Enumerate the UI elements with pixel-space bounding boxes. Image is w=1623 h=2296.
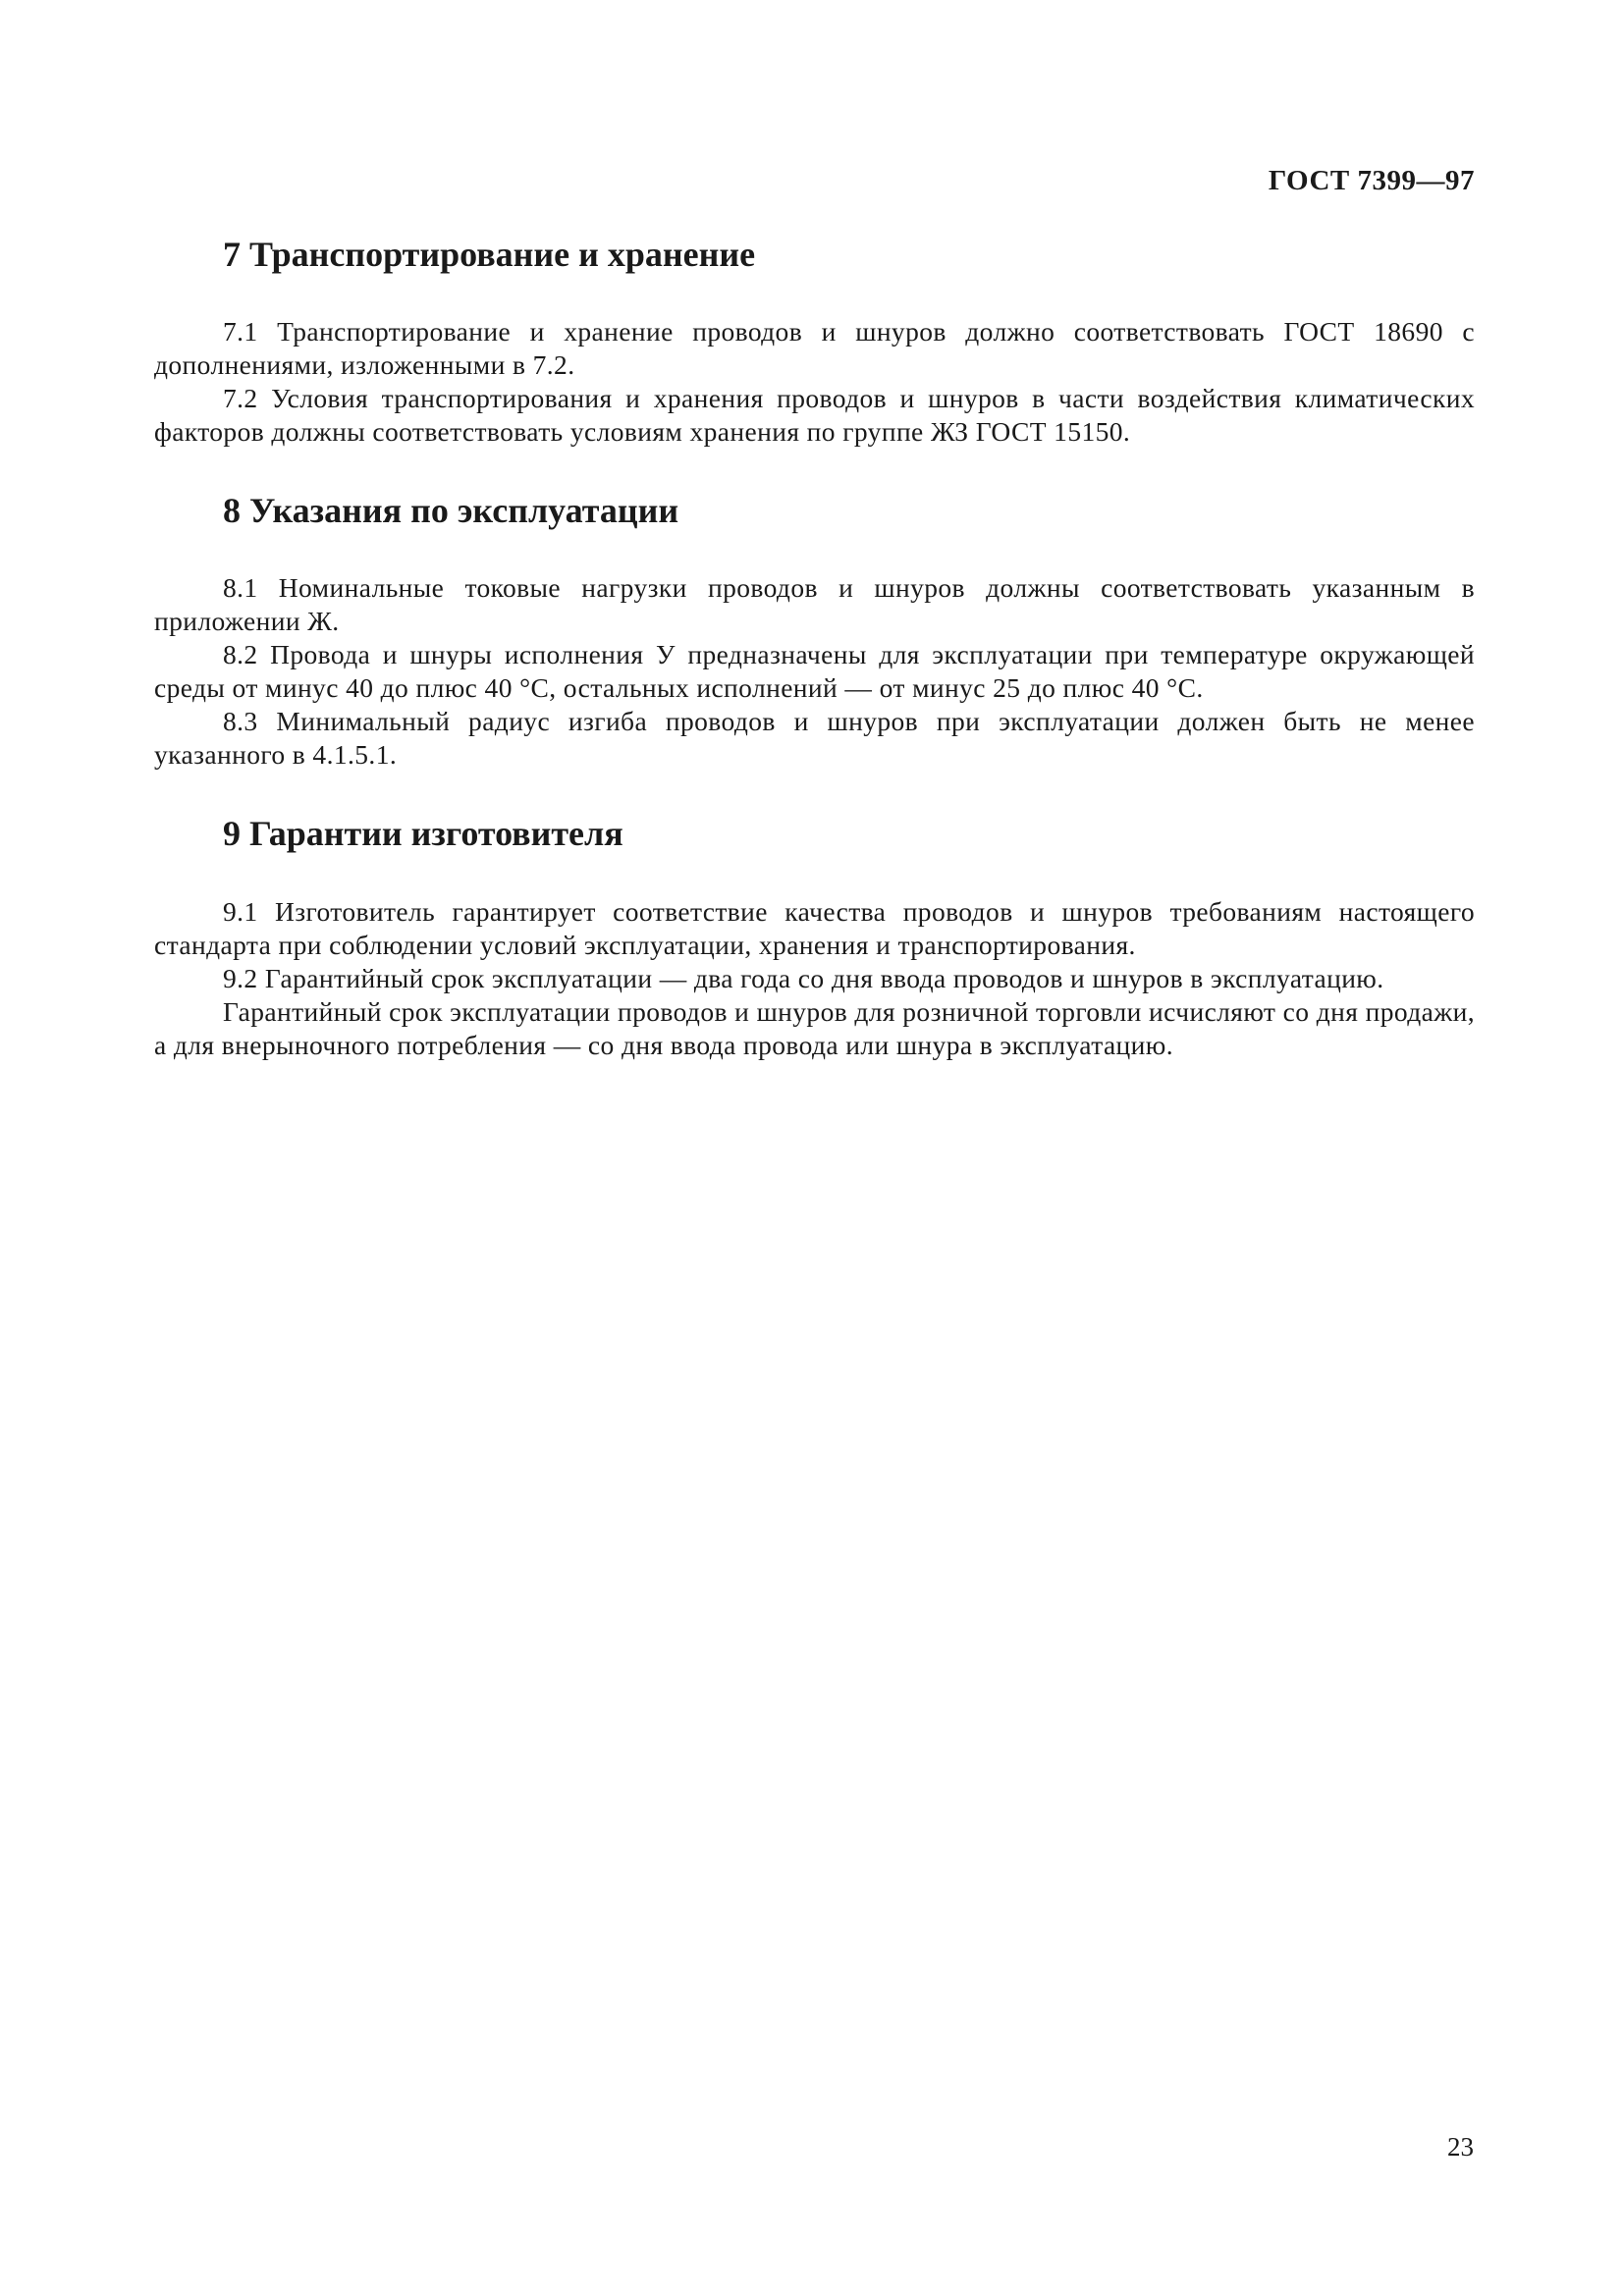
page-number: 23 bbox=[1447, 2132, 1474, 2162]
paragraph-8-3: 8.3 Минимальный радиус изгиба проводов и шнуров при эксплуатации должен быть не менее указанного в 4.1.5.1. bbox=[154, 706, 1475, 771]
section-8 bbox=[154, 490, 1475, 772]
document-code: ГОСТ 7399—97 bbox=[1268, 165, 1475, 196]
paragraph-9-2: 9.2 Гарантийный срок эксплуатации — два года со дня ввода проводов и шнуров в эксплуатацию. bbox=[223, 962, 1384, 993]
paragraph-8-1: 8.1 Номинальные токовые нагрузки проводов и шнуров должны соответствовать указанным в приложении Ж. bbox=[154, 572, 1475, 637]
paragraph-7-1: 7.1 Транспортирование и хранение проводов и шнуров должно соответствовать ГОСТ 18690 с дополнениями, изложенными в 7.2. bbox=[154, 316, 1475, 381]
paragraph-8-2: 8.2 Провода и шнуры исполнения У предназначены для эксплуатации при температуре окружающей среды от минус 40 до плюс 40 °С, остальных исполнений — от минус 25 до плюс 40 °С. bbox=[154, 639, 1475, 704]
section-heading: 8 Указания по эксплуатации bbox=[223, 491, 679, 531]
section-7 bbox=[154, 234, 1475, 449]
paragraph-9-3: Гарантийный срок эксплуатации проводов и шнуров для розничной торговли исчисляют со дня продажи, а для внерыночного потребления — со дня ввода провода или шнура в эксплуатацию. bbox=[154, 995, 1475, 1060]
paragraph-7-2: 7.2 Условия транспортирования и хранения проводов и шнуров в части воздействия климатических факторов должны соответствовать условиям хранения по группе ЖЗ ГОСТ 15150. bbox=[154, 383, 1475, 448]
section-heading: 9 Гарантии изготовителя bbox=[223, 814, 623, 854]
section-heading: 7 Транспортирование и хранение bbox=[223, 235, 756, 274]
section-9 bbox=[154, 813, 1475, 1061]
paragraph-9-1: 9.1 Изготовитель гарантирует соответствие качества проводов и шнуров требованиям настоящего стандарта при соблюдении условий эксплуатации, хранения и транспортирования. bbox=[154, 895, 1475, 960]
document-body bbox=[154, 234, 1475, 1062]
